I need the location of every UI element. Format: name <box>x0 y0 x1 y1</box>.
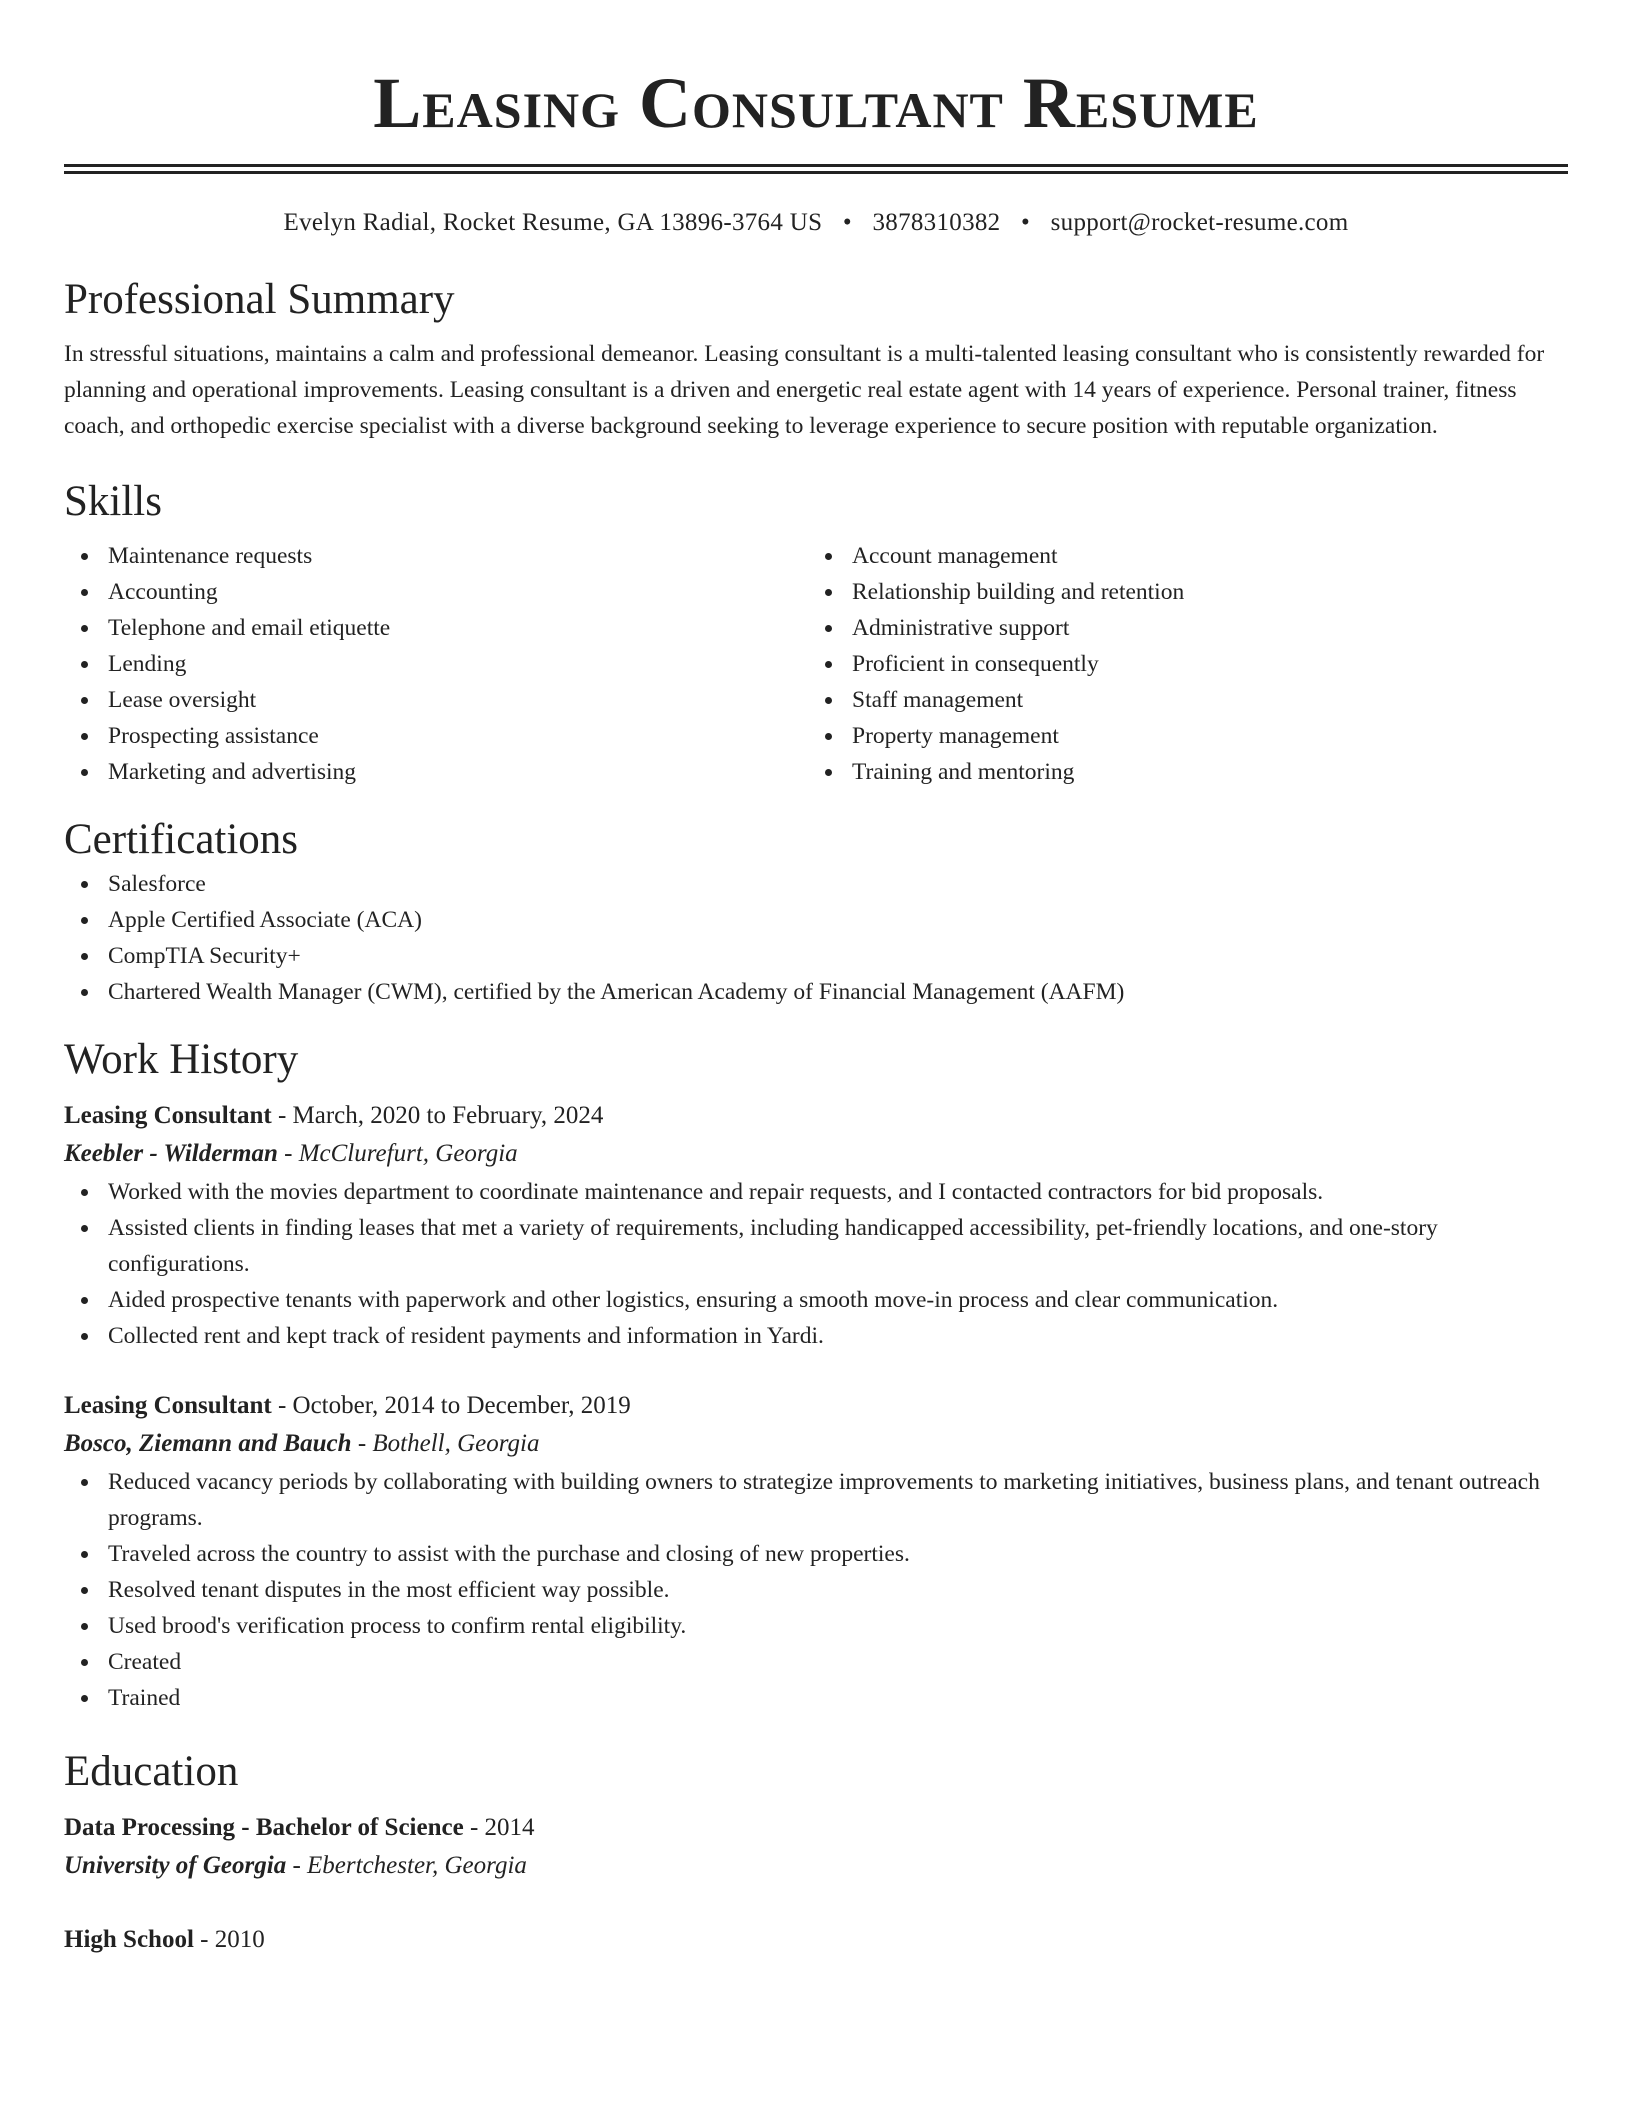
work-history-heading: Work History <box>64 1036 299 1083</box>
skill-item: Proficient in consequently <box>808 646 1552 682</box>
bullet-separator-icon: • <box>842 209 852 236</box>
skill-item: Marketing and advertising <box>64 754 808 790</box>
job-entry <box>64 1098 1568 1354</box>
contact-phone: 3878310382 <box>872 209 1001 236</box>
job-title: Leasing Consultant <box>64 1102 272 1129</box>
contact-email: support@rocket-resume.com <box>1050 209 1349 236</box>
job-duty-item: Collected rent and kept track of resident payments and information in Yardi. <box>64 1318 1568 1354</box>
skills-heading: Skills <box>64 478 162 525</box>
job-duty-item: Used brood's verification process to confirm rental eligibility. <box>64 1608 1568 1644</box>
education-degree: Data Processing - Bachelor of Science <box>64 1814 464 1841</box>
education-entry <box>64 1810 1568 1886</box>
job-header <box>64 1098 1568 1134</box>
job-duty-item: Traveled across the country to assist with the purchase and closing of new properties. <box>64 1536 1568 1572</box>
bullet-separator-icon: • <box>1021 209 1031 236</box>
skill-item: Lending <box>64 646 808 682</box>
education-header <box>64 1810 1568 1846</box>
skills-column-left <box>64 538 808 790</box>
work-history-section <box>64 1034 1568 1716</box>
education-degree: High School <box>64 1926 194 1953</box>
job-company: Bosco, Ziemann and Bauch <box>64 1430 352 1457</box>
job-duty-item: Resolved tenant disputes in the most efficient way possible. <box>64 1572 1568 1608</box>
skill-item: Relationship building and retention <box>808 574 1552 610</box>
education-section <box>64 1746 1568 1958</box>
education-entry <box>64 1922 1568 1958</box>
resume-title: Leasing Consultant Resume <box>373 63 1259 143</box>
skill-item: Lease oversight <box>64 682 808 718</box>
summary-text: In stressful situations, maintains a calm and professional demeanor. Leasing consultant is a multi-talented leasing consultant who is consistently rewarded for planning and operational improvements. Leasing consultant is a driven and energetic real estate agent with 14 years of experience. Personal trainer, fitness coach, and orthopedic exercise specialist with a diverse background seeking to leverage experience to secure position with reputable organization. <box>64 341 1545 439</box>
education-school-line <box>64 1846 1568 1886</box>
summary-heading: Professional Summary <box>64 276 455 323</box>
job-header <box>64 1388 1568 1424</box>
skill-item: Staff management <box>808 682 1552 718</box>
certification-item: Chartered Wealth Manager (CWM), certified by the American Academy of Financial Management (AAFM) <box>64 974 1568 1010</box>
contact-line <box>64 208 1568 238</box>
title-double-rule <box>64 164 1568 174</box>
skill-item: Telephone and email etiquette <box>64 610 808 646</box>
certification-item: CompTIA Security+ <box>64 938 1568 974</box>
job-company: Keebler - Wilderman <box>64 1140 278 1167</box>
skills-list-right <box>808 538 1552 790</box>
job-dates: - March, 2020 to February, 2024 <box>271 1102 604 1129</box>
certifications-section <box>64 814 1568 1010</box>
job-duties-list <box>64 1174 1568 1354</box>
job-duty-item: Trained <box>64 1680 1568 1716</box>
education-school: University of Georgia <box>64 1852 287 1879</box>
job-employer-line <box>64 1134 1568 1174</box>
job-dates: - October, 2014 to December, 2019 <box>271 1392 631 1419</box>
job-employer-line <box>64 1424 1568 1464</box>
skill-item: Training and mentoring <box>808 754 1552 790</box>
skills-grid <box>64 538 1568 790</box>
skill-item: Property management <box>808 718 1552 754</box>
job-location: - McClurefurt, Georgia <box>277 1140 518 1167</box>
job-duty-item: Created <box>64 1644 1568 1680</box>
certification-item: Salesforce <box>64 866 1568 902</box>
job-entry <box>64 1388 1568 1716</box>
job-duty-item: Reduced vacancy periods by collaborating with building owners to strategize improvements to marketing initiatives, business plans, and tenant outreach programs. <box>64 1464 1568 1536</box>
contact-address: Evelyn Radial, Rocket Resume, GA 13896-3764 US <box>283 209 823 236</box>
education-header <box>64 1922 1568 1958</box>
skills-column-right <box>808 538 1552 790</box>
certifications-list <box>64 866 1568 1010</box>
skill-item: Account management <box>808 538 1552 574</box>
education-heading: Education <box>64 1748 239 1795</box>
job-duty-item: Worked with the movies department to coordinate maintenance and repair requests, and I contacted contractors for bid proposals. <box>64 1174 1568 1210</box>
skill-item: Maintenance requests <box>64 538 808 574</box>
job-duty-item: Aided prospective tenants with paperwork and other logistics, ensuring a smooth move-in process and clear communication. <box>64 1282 1568 1318</box>
job-location: - Bothell, Georgia <box>351 1430 540 1457</box>
skills-list-left <box>64 538 808 790</box>
skill-item: Accounting <box>64 574 808 610</box>
education-location: - Ebertchester, Georgia <box>286 1852 527 1879</box>
certifications-heading: Certifications <box>64 816 299 863</box>
skills-section <box>64 476 1568 790</box>
job-title: Leasing Consultant <box>64 1392 272 1419</box>
certification-item: Apple Certified Associate (ACA) <box>64 902 1568 938</box>
education-year: - 2014 <box>463 1814 535 1841</box>
summary-section <box>64 274 1568 444</box>
job-duties-list <box>64 1464 1568 1716</box>
skill-item: Prospecting assistance <box>64 718 808 754</box>
education-year: - 2010 <box>193 1926 265 1953</box>
job-duty-item: Assisted clients in finding leases that met a variety of requirements, including handicapped accessibility, pet-friendly locations, and one-story configurations. <box>64 1210 1568 1282</box>
skill-item: Administrative support <box>808 610 1552 646</box>
